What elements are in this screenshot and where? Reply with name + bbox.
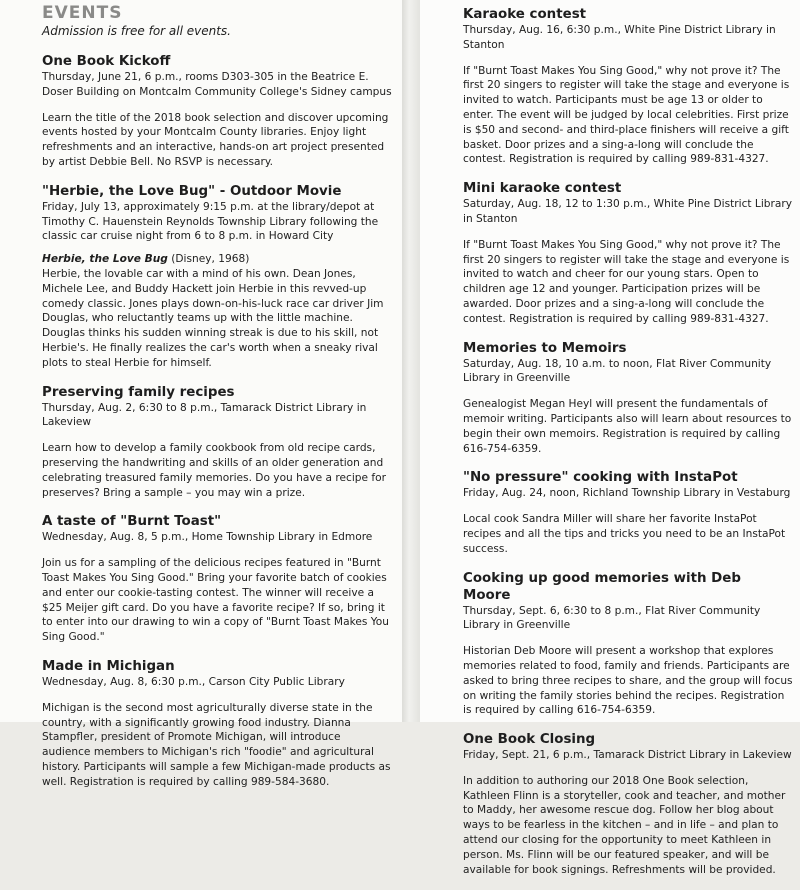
event-title: Memories to Memoirs xyxy=(463,340,627,356)
movie-title: Herbie, the Love Bug xyxy=(42,253,168,266)
event-description: In addition to authoring our 2018 One Book selection, Kathleen Flinn is a storyteller, cook and teacher, and mother to Maddy, her awesome rescue dog. Follow her blog about ways to be fearless in the kitchen – and in life – and plan to attend our closing for the opportunity to meet Kathleen in person. Ms. Flinn will be our featured speaker, and will be available for book signings. Refreshments will be provided. xyxy=(463,774,786,876)
event-memories-to-memoirs xyxy=(463,340,793,457)
movie-subheading xyxy=(42,252,392,267)
event-description: Learn how to develop a family cookbook from old recipe cards, preserving the handwriting and skills of an older generation and celebrating treasured family memories. Do you have a recipe for preserves? Bring a sample – you may win a prize. xyxy=(42,442,386,499)
event-description: Michigan is the second most agriculturally diverse state in the country, with a significantly growing food industry. Dianna Stampfler, president of Promote Michigan, will introduce audience members to Michigan's rich "foodie" and agricultural history. Participants will sample a few Michigan-made products as well. Registration is required by calling 989-584-3680. xyxy=(42,701,391,788)
event-meta: Wednesday, Aug. 8, 5 p.m., Home Township Library in Edmore xyxy=(42,531,373,544)
event-preserving-recipes xyxy=(42,384,392,501)
event-mini-karaoke xyxy=(463,180,793,326)
event-title: Made in Michigan xyxy=(42,658,175,674)
event-meta: Thursday, Aug. 16, 6:30 p.m., White Pine District Library in Stanton xyxy=(463,24,776,51)
event-meta: Thursday, June 21, 6 p.m., rooms D303-305 in the Beatrice E. Doser Building on Montcalm Community College's Sidney campus xyxy=(42,71,392,98)
event-title: "Herbie, the Love Bug" - Outdoor Movie xyxy=(42,183,342,199)
event-description: If "Burnt Toast Makes You Sing Good," why not prove it? The first 20 singers to register will take the stage and everyone is invited to watch and cheer for our young stars. Open to children age 12 and younger. Participation prizes will be awarded. Door prizes and a sing-a-long will conclude the contest. Registration is required by calling 989-831-4327. xyxy=(463,238,790,325)
event-title: One Book Closing xyxy=(463,732,596,748)
event-meta: Friday, Sept. 21, 6 p.m., Tamarack District Library in Lakeview xyxy=(463,749,792,762)
event-title: A taste of "Burnt Toast" xyxy=(42,514,222,530)
event-instapot-cooking xyxy=(463,469,793,556)
event-herbie-movie xyxy=(42,183,392,371)
section-header: EVENTS xyxy=(42,3,123,23)
event-title: Cooking up good memories with Deb Moore xyxy=(463,570,741,603)
event-meta: Saturday, Aug. 18, 10 a.m. to noon, Flat River Community Library in Greenville xyxy=(463,357,772,385)
event-meta: Saturday, Aug. 18, 12 to 1:30 p.m., White Pine District Library in Stanton xyxy=(463,198,792,225)
event-karaoke-contest xyxy=(463,6,793,167)
event-title: "No pressure" cooking with InstaPot xyxy=(463,470,738,486)
event-description: Historian Deb Moore will present a workshop that explores memories related to food, family and friends. Participants are asked to bring three recipes to share, and the group will focus on writing the family stories behind the recipes. Registration is required by calling 616-754-6359. xyxy=(463,645,793,717)
event-made-in-michigan xyxy=(42,658,392,790)
event-meta: Friday, July 13, approximately 9:15 p.m. at the library/depot at Timothy C. Hauenstein Reynolds Township Library following the classic car cruise night from 6 to 8 p.m. in Howard City xyxy=(42,200,379,243)
event-title: Preserving family recipes xyxy=(42,384,235,400)
event-description: Learn the title of the 2018 book selection and discover upcoming events hosted by your Montcalm County libraries. Enjoy light refreshments and an interactive, hands-on art project presented by artist Debbie Bell. No RSVP is necessary. xyxy=(42,111,389,168)
right-column xyxy=(463,0,793,890)
left-column xyxy=(42,0,392,802)
admission-note: Admission is free for all events. xyxy=(42,24,231,38)
event-meta: Wednesday, Aug. 8, 6:30 p.m., Carson City Public Library xyxy=(42,675,345,688)
event-cooking-memories xyxy=(463,570,793,719)
event-title: Mini karaoke contest xyxy=(463,181,622,197)
event-meta: Thursday, Aug. 2, 6:30 to 8 p.m., Tamarack District Library in Lakeview xyxy=(42,401,367,429)
event-title: Karaoke contest xyxy=(463,7,587,22)
event-description: Local cook Sandra Miller will share her favorite InstaPot recipes and all the tips and tricks you need to be an InstaPot success. xyxy=(463,513,786,555)
event-description: If "Burnt Toast Makes You Sing Good," why not prove it? The first 20 singers to register will take the stage and everyone is invited to watch. Participants must be age 13 or older to enter. The event will be judged by local celebrities. First prize is $50 and second- and third-place finishers will receive a gift basket. Door prizes and a sing-a-long will conclude the contest. Registration is required by calling 989-831-4327. xyxy=(463,64,790,166)
movie-year: (Disney, 1968) xyxy=(167,253,250,266)
event-description: Herbie, the lovable car with a mind of his own. Dean Jones, Michele Lee, and Buddy Hackett join Herbie in this revved-up comedy classic. Jones plays down-on-his-luck race car driver Jim Douglas, who reluctantly teams up with the little machine. Douglas thinks his sudden winning streak is due to his skill, not Herbie's. He finally realizes the car's worth when a sneaky rival plots to steal Herbie for himself. xyxy=(42,267,384,369)
event-one-book-kickoff xyxy=(42,53,392,170)
event-one-book-closing xyxy=(463,731,793,877)
event-description: Genealogist Megan Heyl will present the fundamentals of memoir writing. Participants also will learn about resources to begin their own memoirs. Registration is required by calling 616-754-6359. xyxy=(463,398,792,455)
page-gutter xyxy=(402,0,420,722)
event-taste-burnt-toast xyxy=(42,513,392,645)
event-description: Join us for a sampling of the delicious recipes featured in "Burnt Toast Makes You Sing Good." Bring your favorite batch of cookies and enter our cookie-tasting contest. The winner will receive a $25 Meijer gift card. Do you have a favorite recipe? If so, bring it to enter into our drawing to win a copy of "Burnt Toast Makes You Sing Good." xyxy=(42,557,389,644)
event-title: One Book Kickoff xyxy=(42,54,171,69)
event-meta: Thursday, Sept. 6, 6:30 to 8 p.m., Flat River Community Library in Greenville xyxy=(463,604,761,632)
event-meta: Friday, Aug. 24, noon, Richland Township Library in Vestaburg xyxy=(463,487,791,500)
